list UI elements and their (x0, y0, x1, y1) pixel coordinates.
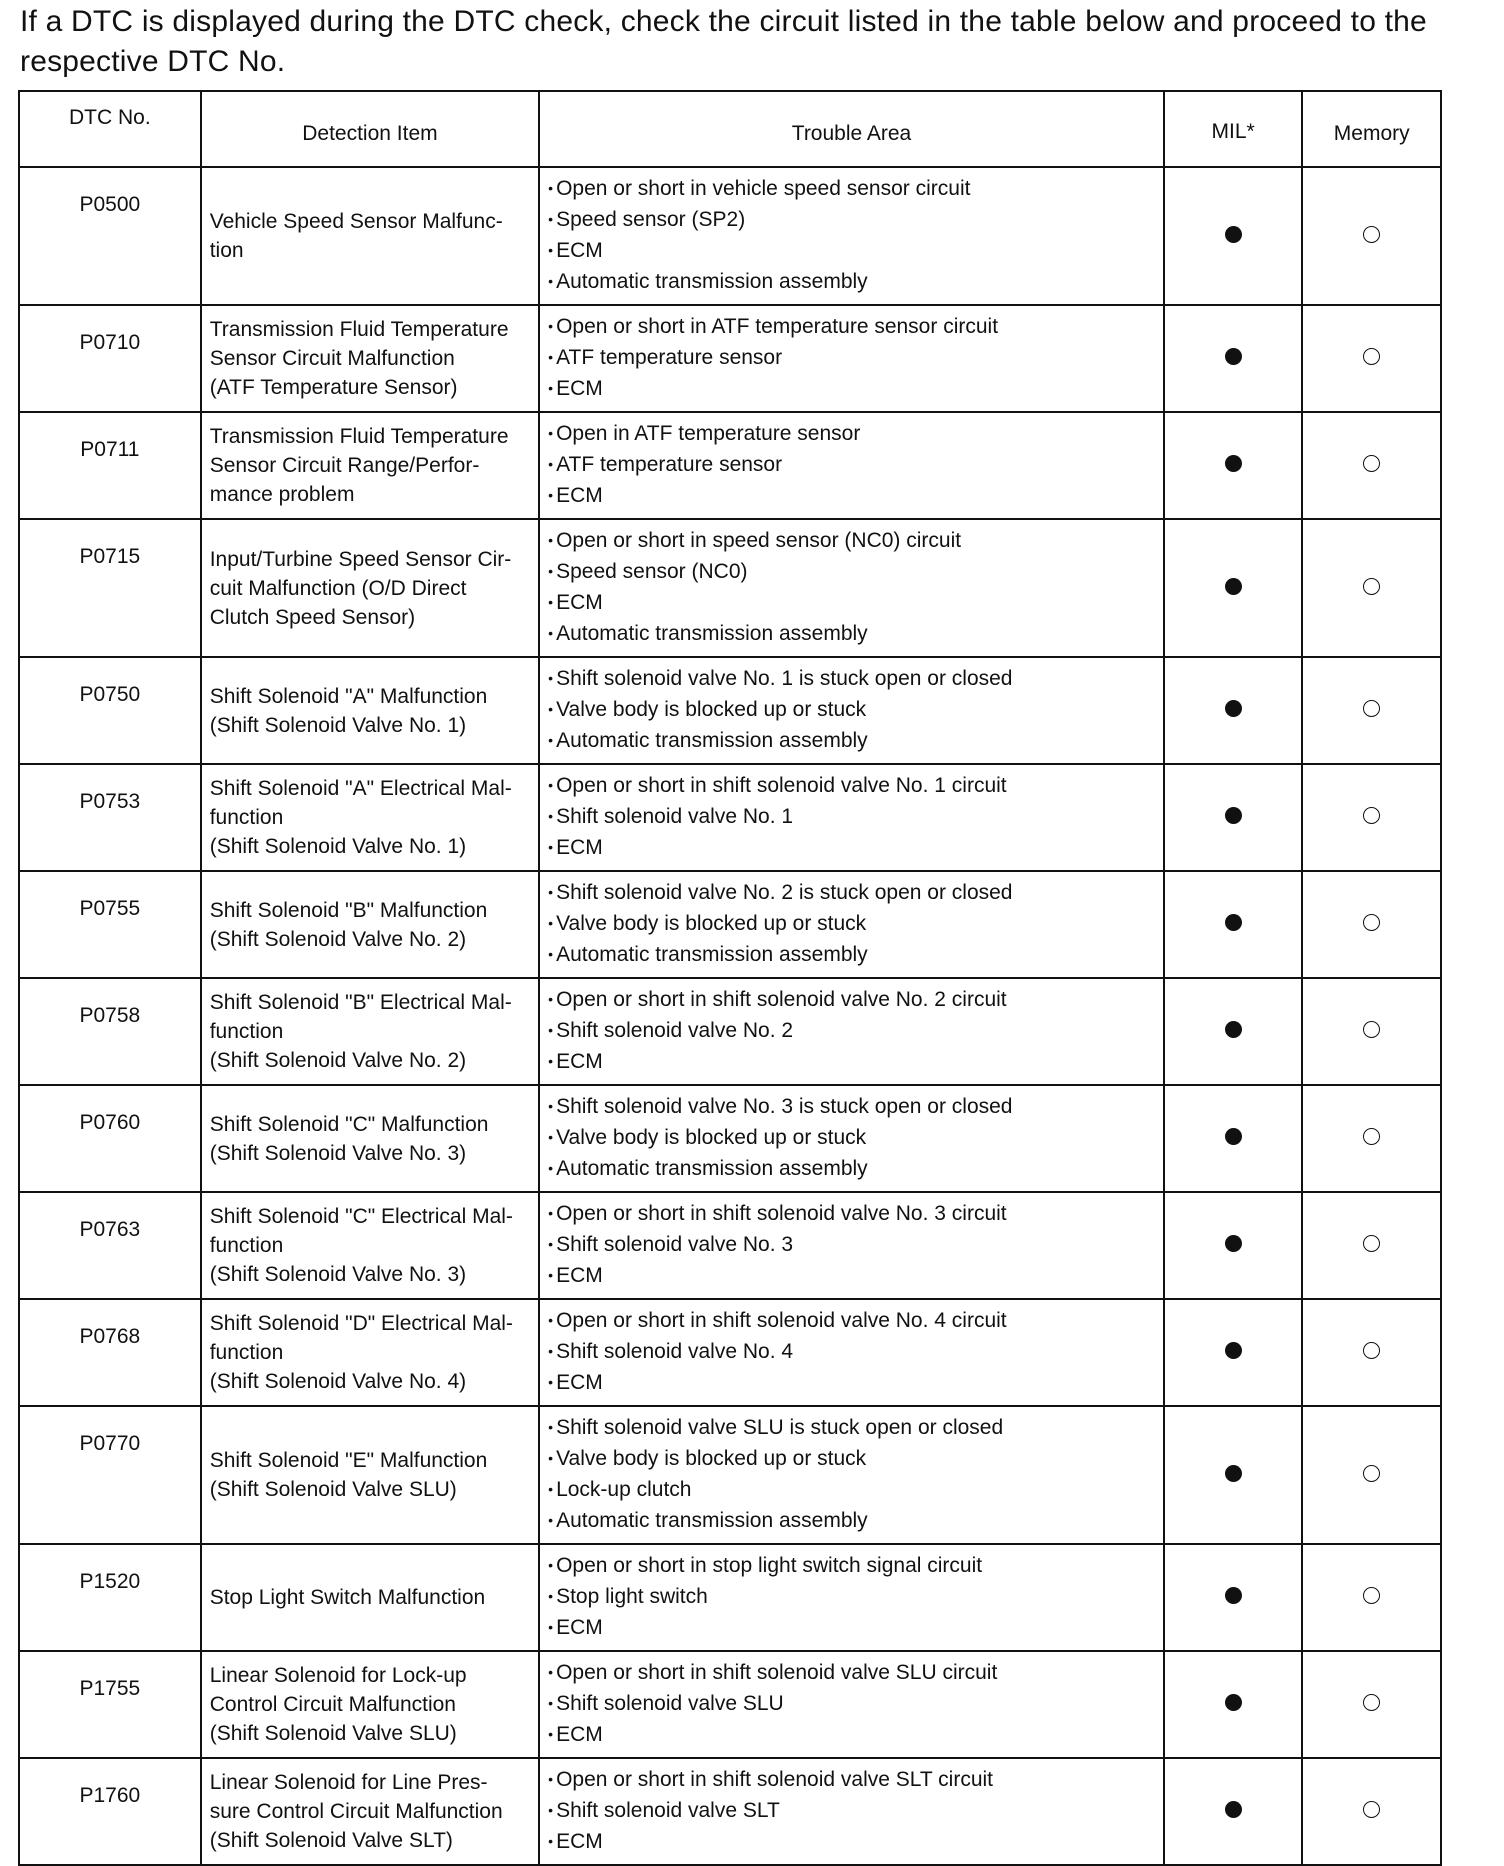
dtc-code: P0750 (79, 683, 141, 706)
filled-circle-icon (1225, 1465, 1242, 1482)
trouble-area-item: • ECM (548, 1613, 1163, 1644)
detection-item-line: Transmission Fluid Temperature (209, 318, 509, 341)
dtc-code-cell (19, 1544, 201, 1651)
detection-item-cell (201, 1085, 539, 1192)
memory-cell (1302, 978, 1441, 1085)
dtc-code: P0710 (79, 331, 141, 354)
detection-item-line: cuit Malfunction (O/D Direct (209, 576, 467, 600)
memory-cell (1302, 1085, 1441, 1192)
table-row (19, 1758, 1441, 1865)
filled-circle-icon (1225, 1801, 1242, 1818)
detection-item-cell (201, 657, 539, 764)
open-circle-icon (1363, 1694, 1380, 1711)
dtc-code-cell (19, 305, 201, 412)
detection-item-line: Shift Solenoid "E" Malfunction (209, 1449, 488, 1472)
memory-cell (1302, 1651, 1441, 1758)
detection-item-line: sure Control Circuit Malfunction (209, 1800, 503, 1823)
dtc-code: P0758 (79, 1004, 141, 1027)
trouble-area-item: • Automatic transmission assembly (548, 619, 1163, 650)
trouble-area-item: • ATF temperature sensor (548, 450, 1163, 481)
mil-cell (1164, 657, 1303, 764)
detection-item-line: Shift Solenoid "A" Electrical Mal- (209, 777, 512, 800)
trouble-area-item: • Shift solenoid valve No. 2 is stuck open or closed (548, 878, 1163, 909)
trouble-area-item: • Open or short in ATF temperature sensor circuit (548, 312, 1163, 343)
trouble-area-item: • ECM (548, 1261, 1163, 1292)
detection-item-line: (ATF Temperature Sensor) (209, 376, 458, 399)
memory-cell (1302, 871, 1441, 978)
trouble-area-item: • Speed sensor (NC0) (548, 557, 1163, 588)
trouble-area-item: • Valve body is blocked up or stuck (548, 695, 1163, 726)
detection-item-cell (201, 1758, 539, 1865)
memory-cell (1302, 305, 1441, 412)
detection-item-cell (201, 1192, 539, 1299)
detection-item-cell (201, 412, 539, 519)
mil-cell (1164, 764, 1303, 871)
trouble-area-item: • Shift solenoid valve No. 3 (548, 1230, 1163, 1261)
detection-item-line: Stop Light Switch Malfunction (209, 1586, 486, 1609)
header-mil: MIL* (1164, 91, 1303, 167)
detection-item-cell (201, 1299, 539, 1406)
trouble-area-item: • Shift solenoid valve No. 3 is stuck open or closed (548, 1092, 1163, 1123)
open-circle-icon (1363, 807, 1380, 824)
trouble-area-item: • ECM (548, 481, 1163, 512)
trouble-area-item: • Shift solenoid valve SLT (548, 1796, 1163, 1827)
trouble-area-item: • Automatic transmission assembly (548, 940, 1163, 971)
mil-cell (1164, 871, 1303, 978)
detection-item-cell (201, 305, 539, 412)
detection-item-line: function (209, 1234, 284, 1257)
detection-item-line: (Shift Solenoid Valve SLU) (209, 1722, 457, 1745)
dtc-code-cell (19, 764, 201, 871)
open-circle-icon (1363, 1235, 1380, 1252)
filled-circle-icon (1225, 807, 1242, 824)
trouble-area-item: • Valve body is blocked up or stuck (548, 1123, 1163, 1154)
detection-item-cell (201, 1544, 539, 1651)
mil-cell (1164, 1299, 1303, 1406)
mil-cell (1164, 978, 1303, 1085)
trouble-area-item: • Open or short in shift solenoid valve No. 1 circuit (548, 771, 1163, 802)
dtc-code: P0715 (79, 545, 141, 568)
table-row (19, 519, 1441, 657)
trouble-area-item: • Open or short in vehicle speed sensor circuit (548, 174, 1163, 205)
trouble-area-item: • ECM (548, 1047, 1163, 1078)
open-circle-icon (1363, 914, 1380, 931)
filled-circle-icon (1225, 1235, 1242, 1252)
detection-item-line: (Shift Solenoid Valve No. 2) (209, 1049, 467, 1072)
detection-item-cell (201, 871, 539, 978)
dtc-code-cell (19, 1085, 201, 1192)
detection-item-line: Vehicle Speed Sensor Malfunc- (209, 210, 503, 233)
detection-item-line: Input/Turbine Speed Sensor Cir- (209, 547, 512, 571)
trouble-area-item: • Shift solenoid valve SLU (548, 1689, 1163, 1720)
detection-item-line: Shift Solenoid "A" Malfunction (209, 684, 488, 708)
trouble-area-item: • Open or short in speed sensor (NC0) circuit (548, 526, 1163, 557)
mil-cell (1164, 1192, 1303, 1299)
filled-circle-icon (1225, 455, 1242, 472)
detection-item-line: (Shift Solenoid Valve SLT) (209, 1829, 453, 1852)
dtc-code-cell (19, 657, 201, 764)
detection-item-line: Shift Solenoid "C" Malfunction (209, 1112, 489, 1136)
trouble-area-item: • Automatic transmission assembly (548, 1154, 1163, 1185)
header-row (19, 91, 1441, 167)
dtc-code: P0711 (80, 438, 140, 461)
trouble-area-cell (539, 764, 1164, 871)
memory-cell (1302, 1299, 1441, 1406)
mil-cell (1164, 412, 1303, 519)
filled-circle-icon (1225, 1021, 1242, 1038)
trouble-area-cell (539, 1406, 1164, 1544)
trouble-area-cell (539, 1651, 1164, 1758)
trouble-area-item: • ECM (548, 374, 1163, 405)
dtc-code-cell (19, 167, 201, 305)
detection-item-line: function (209, 1341, 284, 1364)
mil-cell (1164, 1406, 1303, 1544)
open-circle-icon (1363, 348, 1380, 365)
open-circle-icon (1363, 1021, 1380, 1038)
detection-item-line: (Shift Solenoid Valve No. 4) (209, 1370, 467, 1393)
trouble-area-cell (539, 167, 1164, 305)
dtc-code: P0760 (79, 1111, 141, 1134)
trouble-area-item: • Open or short in shift solenoid valve SLU circuit (548, 1658, 1163, 1689)
detection-item-line: function (209, 1020, 284, 1043)
filled-circle-icon (1225, 700, 1242, 717)
trouble-area-cell (539, 1299, 1164, 1406)
memory-cell (1302, 1758, 1441, 1865)
trouble-area-item: • ECM (548, 833, 1163, 864)
memory-cell (1302, 1544, 1441, 1651)
dtc-code-cell (19, 1651, 201, 1758)
table-row (19, 978, 1441, 1085)
trouble-area-item: • ECM (548, 236, 1163, 267)
trouble-area-item: • Stop light switch (548, 1582, 1163, 1613)
trouble-area-item: • Open or short in shift solenoid valve No. 4 circuit (548, 1306, 1163, 1337)
dtc-code: P1520 (79, 1570, 141, 1593)
header-detection-item: Detection Item (201, 91, 539, 167)
open-circle-icon (1363, 1801, 1380, 1818)
table-row (19, 1192, 1441, 1299)
trouble-area-item: • ECM (548, 1720, 1163, 1751)
filled-circle-icon (1225, 1128, 1242, 1145)
intro-paragraph: If a DTC is displayed during the DTC check, check the circuit listed in the table below and proceed to the respective DTC No. (20, 5, 1427, 78)
trouble-area-item: • ECM (548, 1827, 1163, 1858)
detection-item-line: Linear Solenoid for Lock-up (209, 1664, 467, 1687)
table-row (19, 412, 1441, 519)
open-circle-icon (1363, 578, 1380, 595)
detection-item-line: Shift Solenoid "B" Malfunction (209, 898, 488, 922)
memory-cell (1302, 519, 1441, 657)
table-row (19, 1299, 1441, 1406)
trouble-area-item: • Automatic transmission assembly (548, 726, 1163, 757)
trouble-area-item: • Valve body is blocked up or stuck (548, 909, 1163, 940)
table-row (19, 657, 1441, 764)
detection-item-line: Shift Solenoid "C" Electrical Mal- (209, 1205, 513, 1228)
mil-cell (1164, 305, 1303, 412)
detection-item-cell (201, 519, 539, 657)
detection-item-line: (Shift Solenoid Valve No. 1) (209, 835, 467, 858)
detection-item-cell (201, 978, 539, 1085)
filled-circle-icon (1225, 348, 1242, 365)
mil-cell (1164, 1651, 1303, 1758)
open-circle-icon (1363, 1342, 1380, 1359)
dtc-code-cell (19, 978, 201, 1085)
mil-cell (1164, 1758, 1303, 1865)
mil-cell (1164, 167, 1303, 305)
detection-item-line: Sensor Circuit Range/Perfor- (209, 454, 480, 477)
trouble-area-cell (539, 1758, 1164, 1865)
detection-item-line: Clutch Speed Sensor) (209, 605, 416, 629)
trouble-area-item: • Open or short in shift solenoid valve SLT circuit (548, 1765, 1163, 1796)
detection-item-line: (Shift Solenoid Valve No. 3) (209, 1263, 467, 1286)
detection-item-cell (201, 764, 539, 871)
trouble-area-item: • Automatic transmission assembly (548, 267, 1163, 298)
detection-item-cell (201, 1651, 539, 1758)
table-row (19, 167, 1441, 305)
table-row (19, 1651, 1441, 1758)
trouble-area-item: • Shift solenoid valve No. 2 (548, 1016, 1163, 1047)
dtc-code: P1755 (79, 1677, 141, 1700)
detection-item-line: mance problem (209, 483, 355, 506)
trouble-area-cell (539, 1192, 1164, 1299)
trouble-area-cell (539, 871, 1164, 978)
detection-item-line: Shift Solenoid "B" Electrical Mal- (209, 991, 512, 1014)
trouble-area-item: • Open or short in shift solenoid valve No. 3 circuit (548, 1199, 1163, 1230)
trouble-area-item: • Open or short in shift solenoid valve No. 2 circuit (548, 985, 1163, 1016)
trouble-area-cell (539, 657, 1164, 764)
trouble-area-item: • Open in ATF temperature sensor (548, 419, 1163, 450)
trouble-area-cell (539, 519, 1164, 657)
trouble-area-item: • Speed sensor (SP2) (548, 205, 1163, 236)
table-row (19, 305, 1441, 412)
header-memory: Memory (1302, 91, 1441, 167)
dtc-code: P0500 (79, 193, 141, 216)
header-trouble-area: Trouble Area (539, 91, 1164, 167)
memory-cell (1302, 657, 1441, 764)
open-circle-icon (1363, 226, 1380, 243)
trouble-area-cell (539, 1085, 1164, 1192)
trouble-area-item: • Valve body is blocked up or stuck (548, 1444, 1163, 1475)
filled-circle-icon (1225, 578, 1242, 595)
dtc-code-cell (19, 1192, 201, 1299)
dtc-code: P0755 (79, 897, 141, 920)
dtc-code: P0763 (79, 1218, 141, 1241)
dtc-code: P1760 (79, 1784, 141, 1807)
trouble-area-item: • ECM (548, 588, 1163, 619)
dtc-code-cell (19, 1406, 201, 1544)
trouble-area-item: • Automatic transmission assembly (548, 1506, 1163, 1537)
memory-cell (1302, 412, 1441, 519)
table-row (19, 1406, 1441, 1544)
trouble-area-item: • Shift solenoid valve No. 4 (548, 1337, 1163, 1368)
trouble-area-item: • ATF temperature sensor (548, 343, 1163, 374)
dtc-code: P0753 (79, 790, 141, 813)
trouble-area-item: • Lock-up clutch (548, 1475, 1163, 1506)
detection-item-line: (Shift Solenoid Valve No. 3) (209, 1141, 467, 1165)
dtc-code-cell (19, 1299, 201, 1406)
filled-circle-icon (1225, 1342, 1242, 1359)
open-circle-icon (1363, 1465, 1380, 1482)
trouble-area-item: • Shift solenoid valve No. 1 (548, 802, 1163, 833)
dtc-code-cell (19, 519, 201, 657)
memory-cell (1302, 1406, 1441, 1544)
dtc-code: P0768 (79, 1325, 141, 1348)
mil-cell (1164, 1085, 1303, 1192)
table-row (19, 1085, 1441, 1192)
detection-item-line: (Shift Solenoid Valve No. 1) (209, 713, 467, 737)
detection-item-cell (201, 167, 539, 305)
detection-item-line: (Shift Solenoid Valve No. 2) (209, 927, 467, 951)
trouble-area-cell (539, 305, 1164, 412)
dtc-code-cell (19, 1758, 201, 1865)
detection-item-line: tion (209, 239, 244, 262)
filled-circle-icon (1225, 914, 1242, 931)
header-dtc-no: DTC No. (19, 91, 201, 167)
detection-item-line: function (209, 806, 284, 829)
open-circle-icon (1363, 455, 1380, 472)
mil-cell (1164, 519, 1303, 657)
detection-item-cell (201, 1406, 539, 1544)
detection-item-line: Control Circuit Malfunction (209, 1693, 456, 1716)
mil-cell (1164, 1544, 1303, 1651)
dtc-table (18, 90, 1442, 1866)
detection-item-line: Shift Solenoid "D" Electrical Mal- (209, 1312, 513, 1335)
dtc-code-cell (19, 871, 201, 978)
detection-item-line: (Shift Solenoid Valve SLU) (209, 1478, 457, 1501)
detection-item-line: Sensor Circuit Malfunction (209, 347, 455, 370)
open-circle-icon (1363, 1587, 1380, 1604)
trouble-area-item: • Shift solenoid valve SLU is stuck open or closed (548, 1413, 1163, 1444)
memory-cell (1302, 167, 1441, 305)
memory-cell (1302, 764, 1441, 871)
table-row (19, 871, 1441, 978)
open-circle-icon (1363, 700, 1380, 717)
trouble-area-cell (539, 978, 1164, 1085)
memory-cell (1302, 1192, 1441, 1299)
detection-item-line: Linear Solenoid for Line Pres- (209, 1771, 488, 1794)
table-row (19, 1544, 1441, 1651)
filled-circle-icon (1225, 1587, 1242, 1604)
trouble-area-item: • Open or short in stop light switch signal circuit (548, 1551, 1163, 1582)
open-circle-icon (1363, 1128, 1380, 1145)
trouble-area-cell (539, 412, 1164, 519)
table-row (19, 764, 1441, 871)
trouble-area-cell (539, 1544, 1164, 1651)
dtc-code-cell (19, 412, 201, 519)
trouble-area-item: • Shift solenoid valve No. 1 is stuck open or closed (548, 664, 1163, 695)
filled-circle-icon (1225, 226, 1242, 243)
trouble-area-item: • ECM (548, 1368, 1163, 1399)
dtc-code: P0770 (79, 1432, 141, 1455)
detection-item-line: Transmission Fluid Temperature (209, 425, 509, 448)
filled-circle-icon (1225, 1694, 1242, 1711)
